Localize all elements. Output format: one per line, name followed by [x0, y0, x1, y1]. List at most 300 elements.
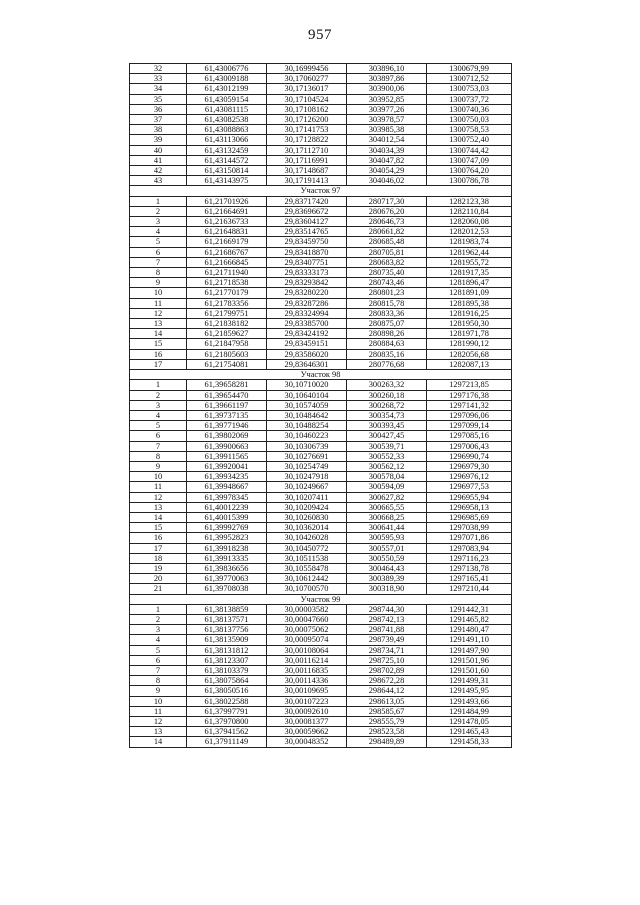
x-coordinate-cell: 280875,07 [347, 319, 427, 329]
y-coordinate-cell: 1282012,53 [427, 227, 512, 237]
longitude-cell: 30,10249667 [267, 482, 347, 492]
point-number-cell: 1 [130, 604, 187, 614]
y-coordinate-cell: 1282056,68 [427, 349, 512, 359]
longitude-cell: 30,10640104 [267, 390, 347, 400]
x-coordinate-cell: 304034,39 [347, 145, 427, 155]
longitude-cell: 29,83424192 [267, 329, 347, 339]
point-number-cell: 9 [130, 461, 187, 471]
x-coordinate-cell: 298741,88 [347, 625, 427, 635]
point-number-cell: 6 [130, 431, 187, 441]
table-row [130, 523, 512, 533]
point-number-cell: 14 [130, 329, 187, 339]
table-row [130, 176, 512, 186]
point-number-cell: 15 [130, 523, 187, 533]
x-coordinate-cell: 300389,39 [347, 574, 427, 584]
section-header-row [130, 594, 512, 604]
y-coordinate-cell: 1282060,08 [427, 217, 512, 227]
x-coordinate-cell: 280884,63 [347, 339, 427, 349]
y-coordinate-cell: 1297099,14 [427, 421, 512, 431]
table-row [130, 359, 512, 369]
y-coordinate-cell: 1282123,38 [427, 196, 512, 206]
table-row [130, 512, 512, 522]
x-coordinate-cell: 304047,82 [347, 155, 427, 165]
y-coordinate-cell: 1281917,35 [427, 268, 512, 278]
table-row [130, 655, 512, 665]
point-number-cell: 4 [130, 635, 187, 645]
y-coordinate-cell: 1281895,38 [427, 298, 512, 308]
table-row [130, 686, 512, 696]
point-number-cell: 10 [130, 472, 187, 482]
longitude-cell: 30,10612442 [267, 574, 347, 584]
point-number-cell: 40 [130, 145, 187, 155]
longitude-cell: 30,10710020 [267, 380, 347, 390]
latitude-cell: 61,39900663 [187, 441, 267, 451]
table-row [130, 349, 512, 359]
longitude-cell: 29,83696672 [267, 206, 347, 216]
latitude-cell: 61,43143975 [187, 176, 267, 186]
point-number-cell: 8 [130, 451, 187, 461]
longitude-cell: 30,00114336 [267, 676, 347, 686]
table-row [130, 227, 512, 237]
point-number-cell: 33 [130, 74, 187, 84]
x-coordinate-cell: 298702,89 [347, 665, 427, 675]
y-coordinate-cell: 1281983,74 [427, 237, 512, 247]
longitude-cell: 30,10511538 [267, 553, 347, 563]
point-number-cell: 10 [130, 288, 187, 298]
table-row [130, 614, 512, 624]
latitude-cell: 61,21648831 [187, 227, 267, 237]
longitude-cell: 30,00095074 [267, 635, 347, 645]
point-number-cell: 11 [130, 482, 187, 492]
longitude-cell: 30,10247918 [267, 472, 347, 482]
longitude-cell: 30,10254749 [267, 461, 347, 471]
x-coordinate-cell: 298742,13 [347, 614, 427, 624]
table-row [130, 339, 512, 349]
point-number-cell: 16 [130, 349, 187, 359]
latitude-cell: 61,21666845 [187, 257, 267, 267]
x-coordinate-cell: 298613,05 [347, 696, 427, 706]
point-number-cell: 6 [130, 655, 187, 665]
y-coordinate-cell: 1281990,12 [427, 339, 512, 349]
table-row [130, 135, 512, 145]
point-number-cell: 36 [130, 104, 187, 114]
x-coordinate-cell: 300595,93 [347, 533, 427, 543]
latitude-cell: 61,21838182 [187, 319, 267, 329]
latitude-cell: 61,21711940 [187, 268, 267, 278]
table-row [130, 563, 512, 573]
section-header: Участок 99 [130, 594, 512, 604]
x-coordinate-cell: 298744,30 [347, 604, 427, 614]
y-coordinate-cell: 1291491,10 [427, 635, 512, 645]
longitude-cell: 29,83385700 [267, 319, 347, 329]
table-row [130, 492, 512, 502]
latitude-cell: 61,38022588 [187, 696, 267, 706]
longitude-cell: 30,10488254 [267, 421, 347, 431]
table-row [130, 247, 512, 257]
x-coordinate-cell: 298644,12 [347, 686, 427, 696]
longitude-cell: 30,10484642 [267, 410, 347, 420]
latitude-cell: 61,39948667 [187, 482, 267, 492]
latitude-cell: 61,39661197 [187, 400, 267, 410]
point-number-cell: 11 [130, 706, 187, 716]
longitude-cell: 29,83459750 [267, 237, 347, 247]
x-coordinate-cell: 280683,82 [347, 257, 427, 267]
y-coordinate-cell: 1297006,43 [427, 441, 512, 451]
y-coordinate-cell: 1291501,60 [427, 665, 512, 675]
point-number-cell: 12 [130, 308, 187, 318]
longitude-cell: 30,10574059 [267, 400, 347, 410]
longitude-cell: 30,10426028 [267, 533, 347, 543]
longitude-cell: 30,00081377 [267, 717, 347, 727]
longitude-cell: 30,17128822 [267, 135, 347, 145]
table-row [130, 727, 512, 737]
x-coordinate-cell: 303952,85 [347, 94, 427, 104]
x-coordinate-cell: 298672,28 [347, 676, 427, 686]
point-number-cell: 38 [130, 125, 187, 135]
latitude-cell: 61,39770063 [187, 574, 267, 584]
y-coordinate-cell: 1291465,82 [427, 614, 512, 624]
y-coordinate-cell: 1300744,42 [427, 145, 512, 155]
x-coordinate-cell: 300260,18 [347, 390, 427, 400]
y-coordinate-cell: 1296958,13 [427, 502, 512, 512]
longitude-cell: 29,83287286 [267, 298, 347, 308]
point-number-cell: 13 [130, 502, 187, 512]
latitude-cell: 61,43113066 [187, 135, 267, 145]
x-coordinate-cell: 280676,20 [347, 206, 427, 216]
y-coordinate-cell: 1291493,66 [427, 696, 512, 706]
latitude-cell: 61,39934235 [187, 472, 267, 482]
table-row [130, 145, 512, 155]
x-coordinate-cell: 300627,82 [347, 492, 427, 502]
y-coordinate-cell: 1297071,86 [427, 533, 512, 543]
x-coordinate-cell: 303900,06 [347, 84, 427, 94]
longitude-cell: 30,10276691 [267, 451, 347, 461]
y-coordinate-cell: 1300747,09 [427, 155, 512, 165]
latitude-cell: 61,21669179 [187, 237, 267, 247]
x-coordinate-cell: 280776,68 [347, 359, 427, 369]
longitude-cell: 30,00048352 [267, 737, 347, 747]
table-row [130, 84, 512, 94]
table-row [130, 268, 512, 278]
longitude-cell: 30,00109695 [267, 686, 347, 696]
point-number-cell: 7 [130, 257, 187, 267]
table-row [130, 717, 512, 727]
table-row [130, 390, 512, 400]
longitude-cell: 30,17141753 [267, 125, 347, 135]
table-row [130, 410, 512, 420]
point-number-cell: 3 [130, 625, 187, 635]
y-coordinate-cell: 1281950,30 [427, 319, 512, 329]
y-coordinate-cell: 1282110,84 [427, 206, 512, 216]
longitude-cell: 30,17136017 [267, 84, 347, 94]
latitude-cell: 61,39978345 [187, 492, 267, 502]
x-coordinate-cell: 304012,54 [347, 135, 427, 145]
longitude-cell: 30,00116835 [267, 665, 347, 675]
latitude-cell: 61,38075864 [187, 676, 267, 686]
table-row [130, 380, 512, 390]
longitude-cell: 30,00108064 [267, 645, 347, 655]
y-coordinate-cell: 1297210,44 [427, 584, 512, 594]
x-coordinate-cell: 280898,26 [347, 329, 427, 339]
x-coordinate-cell: 298523,58 [347, 727, 427, 737]
latitude-cell: 61,43144572 [187, 155, 267, 165]
y-coordinate-cell: 1281955,72 [427, 257, 512, 267]
longitude-cell: 30,17148687 [267, 166, 347, 176]
table-row [130, 74, 512, 84]
longitude-cell: 30,10362014 [267, 523, 347, 533]
y-coordinate-cell: 1281896,47 [427, 278, 512, 288]
point-number-cell: 34 [130, 84, 187, 94]
longitude-cell: 29,83333173 [267, 268, 347, 278]
longitude-cell: 30,10460223 [267, 431, 347, 441]
longitude-cell: 30,00059662 [267, 727, 347, 737]
table-row [130, 115, 512, 125]
point-number-cell: 39 [130, 135, 187, 145]
x-coordinate-cell: 300539,71 [347, 441, 427, 451]
x-coordinate-cell: 300668,25 [347, 512, 427, 522]
x-coordinate-cell: 300268,72 [347, 400, 427, 410]
longitude-cell: 29,83514765 [267, 227, 347, 237]
table-row [130, 94, 512, 104]
point-number-cell: 42 [130, 166, 187, 176]
point-number-cell: 9 [130, 278, 187, 288]
point-number-cell: 10 [130, 696, 187, 706]
x-coordinate-cell: 300263,32 [347, 380, 427, 390]
y-coordinate-cell: 1291501,96 [427, 655, 512, 665]
x-coordinate-cell: 300427,45 [347, 431, 427, 441]
table-row [130, 706, 512, 716]
latitude-cell: 61,21664691 [187, 206, 267, 216]
point-number-cell: 13 [130, 319, 187, 329]
point-number-cell: 14 [130, 512, 187, 522]
point-number-cell: 7 [130, 665, 187, 675]
table-row [130, 64, 512, 74]
point-number-cell: 12 [130, 717, 187, 727]
latitude-cell: 61,39737135 [187, 410, 267, 420]
latitude-cell: 61,39918238 [187, 543, 267, 553]
y-coordinate-cell: 1300679,99 [427, 64, 512, 74]
table-row [130, 125, 512, 135]
table-row [130, 574, 512, 584]
point-number-cell: 37 [130, 115, 187, 125]
latitude-cell: 61,21805603 [187, 349, 267, 359]
point-number-cell: 1 [130, 380, 187, 390]
x-coordinate-cell: 300578,04 [347, 472, 427, 482]
point-number-cell: 20 [130, 574, 187, 584]
longitude-cell: 29,83717420 [267, 196, 347, 206]
x-coordinate-cell: 300641,44 [347, 523, 427, 533]
x-coordinate-cell: 280717,30 [347, 196, 427, 206]
y-coordinate-cell: 1300752,40 [427, 135, 512, 145]
latitude-cell: 61,43012199 [187, 84, 267, 94]
y-coordinate-cell: 1291497,90 [427, 645, 512, 655]
longitude-cell: 30,10450772 [267, 543, 347, 553]
table-row [130, 533, 512, 543]
x-coordinate-cell: 300557,01 [347, 543, 427, 553]
y-coordinate-cell: 1297083,94 [427, 543, 512, 553]
point-number-cell: 3 [130, 217, 187, 227]
x-coordinate-cell: 298585,67 [347, 706, 427, 716]
point-number-cell: 43 [130, 176, 187, 186]
y-coordinate-cell: 1297176,38 [427, 390, 512, 400]
point-number-cell: 5 [130, 645, 187, 655]
x-coordinate-cell: 300464,43 [347, 563, 427, 573]
latitude-cell: 61,38131812 [187, 645, 267, 655]
y-coordinate-cell: 1297213,85 [427, 380, 512, 390]
table-row [130, 217, 512, 227]
point-number-cell: 11 [130, 298, 187, 308]
point-number-cell: 14 [130, 737, 187, 747]
longitude-cell: 29,83324994 [267, 308, 347, 318]
latitude-cell: 61,43132459 [187, 145, 267, 155]
latitude-cell: 61,38050516 [187, 686, 267, 696]
point-number-cell: 12 [130, 492, 187, 502]
x-coordinate-cell: 280705,81 [347, 247, 427, 257]
x-coordinate-cell: 280661,82 [347, 227, 427, 237]
y-coordinate-cell: 1291484,99 [427, 706, 512, 716]
y-coordinate-cell: 1300737,72 [427, 94, 512, 104]
longitude-cell: 30,17191413 [267, 176, 347, 186]
latitude-cell: 61,37970800 [187, 717, 267, 727]
y-coordinate-cell: 1296976,12 [427, 472, 512, 482]
table-row [130, 257, 512, 267]
point-number-cell: 3 [130, 400, 187, 410]
x-coordinate-cell: 303985,38 [347, 125, 427, 135]
y-coordinate-cell: 1282087,13 [427, 359, 512, 369]
y-coordinate-cell: 1300786,78 [427, 176, 512, 186]
latitude-cell: 61,39654470 [187, 390, 267, 400]
x-coordinate-cell: 280743,46 [347, 278, 427, 288]
y-coordinate-cell: 1291495,95 [427, 686, 512, 696]
section-header-row [130, 370, 512, 380]
latitude-cell: 61,21701926 [187, 196, 267, 206]
y-coordinate-cell: 1297085,16 [427, 431, 512, 441]
x-coordinate-cell: 303977,26 [347, 104, 427, 114]
y-coordinate-cell: 1300712,52 [427, 74, 512, 84]
y-coordinate-cell: 1300750,03 [427, 115, 512, 125]
point-number-cell: 4 [130, 227, 187, 237]
longitude-cell: 29,83280220 [267, 288, 347, 298]
longitude-cell: 30,17108162 [267, 104, 347, 114]
latitude-cell: 61,38138859 [187, 604, 267, 614]
table-row [130, 696, 512, 706]
table-row [130, 155, 512, 165]
table-row [130, 451, 512, 461]
point-number-cell: 35 [130, 94, 187, 104]
y-coordinate-cell: 1291478,05 [427, 717, 512, 727]
y-coordinate-cell: 1291465,43 [427, 727, 512, 737]
y-coordinate-cell: 1291499,31 [427, 676, 512, 686]
y-coordinate-cell: 1291442,31 [427, 604, 512, 614]
table-row [130, 441, 512, 451]
y-coordinate-cell: 1281971,78 [427, 329, 512, 339]
point-number-cell: 41 [130, 155, 187, 165]
longitude-cell: 29,83293842 [267, 278, 347, 288]
table-row [130, 635, 512, 645]
latitude-cell: 61,40015399 [187, 512, 267, 522]
x-coordinate-cell: 300393,45 [347, 421, 427, 431]
latitude-cell: 61,40012239 [187, 502, 267, 512]
point-number-cell: 4 [130, 410, 187, 420]
latitude-cell: 61,37941562 [187, 727, 267, 737]
table-row [130, 278, 512, 288]
table-row [130, 625, 512, 635]
point-number-cell: 2 [130, 390, 187, 400]
longitude-cell: 30,00075062 [267, 625, 347, 635]
longitude-cell: 30,17116991 [267, 155, 347, 165]
longitude-cell: 30,10558478 [267, 563, 347, 573]
latitude-cell: 61,39992769 [187, 523, 267, 533]
latitude-cell: 61,43006776 [187, 64, 267, 74]
x-coordinate-cell: 300318,90 [347, 584, 427, 594]
y-coordinate-cell: 1291480,47 [427, 625, 512, 635]
longitude-cell: 30,10207411 [267, 492, 347, 502]
y-coordinate-cell: 1281916,25 [427, 308, 512, 318]
table-row [130, 461, 512, 471]
longitude-cell: 30,10260830 [267, 512, 347, 522]
longitude-cell: 29,83586020 [267, 349, 347, 359]
x-coordinate-cell: 280685,48 [347, 237, 427, 247]
table-row [130, 482, 512, 492]
latitude-cell: 61,43059154 [187, 94, 267, 104]
longitude-cell: 29,83459151 [267, 339, 347, 349]
latitude-cell: 61,21770179 [187, 288, 267, 298]
x-coordinate-cell: 280646,73 [347, 217, 427, 227]
section-header-row [130, 186, 512, 196]
point-number-cell: 18 [130, 553, 187, 563]
latitude-cell: 61,38135909 [187, 635, 267, 645]
y-coordinate-cell: 1296977,53 [427, 482, 512, 492]
table-row [130, 604, 512, 614]
y-coordinate-cell: 1300758,53 [427, 125, 512, 135]
page-number: 957 [308, 27, 332, 43]
latitude-cell: 61,21859627 [187, 329, 267, 339]
latitude-cell: 61,37911149 [187, 737, 267, 747]
longitude-cell: 30,10306739 [267, 441, 347, 451]
latitude-cell: 61,21783356 [187, 298, 267, 308]
x-coordinate-cell: 298739,49 [347, 635, 427, 645]
coordinates-table-body [130, 64, 512, 748]
y-coordinate-cell: 1281962,44 [427, 247, 512, 257]
y-coordinate-cell: 1297038,99 [427, 523, 512, 533]
point-number-cell: 9 [130, 686, 187, 696]
latitude-cell: 61,39913335 [187, 553, 267, 563]
x-coordinate-cell: 280835,16 [347, 349, 427, 359]
longitude-cell: 30,17112710 [267, 145, 347, 155]
latitude-cell: 61,38123307 [187, 655, 267, 665]
y-coordinate-cell: 1297138,78 [427, 563, 512, 573]
point-number-cell: 8 [130, 268, 187, 278]
longitude-cell: 30,17126200 [267, 115, 347, 125]
y-coordinate-cell: 1296985,69 [427, 512, 512, 522]
longitude-cell: 30,16999456 [267, 64, 347, 74]
y-coordinate-cell: 1296955,94 [427, 492, 512, 502]
y-coordinate-cell: 1296979,30 [427, 461, 512, 471]
table-row [130, 206, 512, 216]
x-coordinate-cell: 304046,02 [347, 176, 427, 186]
y-coordinate-cell: 1281891,09 [427, 288, 512, 298]
latitude-cell: 61,21799751 [187, 308, 267, 318]
table-row [130, 319, 512, 329]
x-coordinate-cell: 303896,10 [347, 64, 427, 74]
x-coordinate-cell: 303897,86 [347, 74, 427, 84]
longitude-cell: 29,83646301 [267, 359, 347, 369]
latitude-cell: 61,43088863 [187, 125, 267, 135]
point-number-cell: 32 [130, 64, 187, 74]
longitude-cell: 30,00092610 [267, 706, 347, 716]
x-coordinate-cell: 280815,78 [347, 298, 427, 308]
latitude-cell: 61,39802069 [187, 431, 267, 441]
